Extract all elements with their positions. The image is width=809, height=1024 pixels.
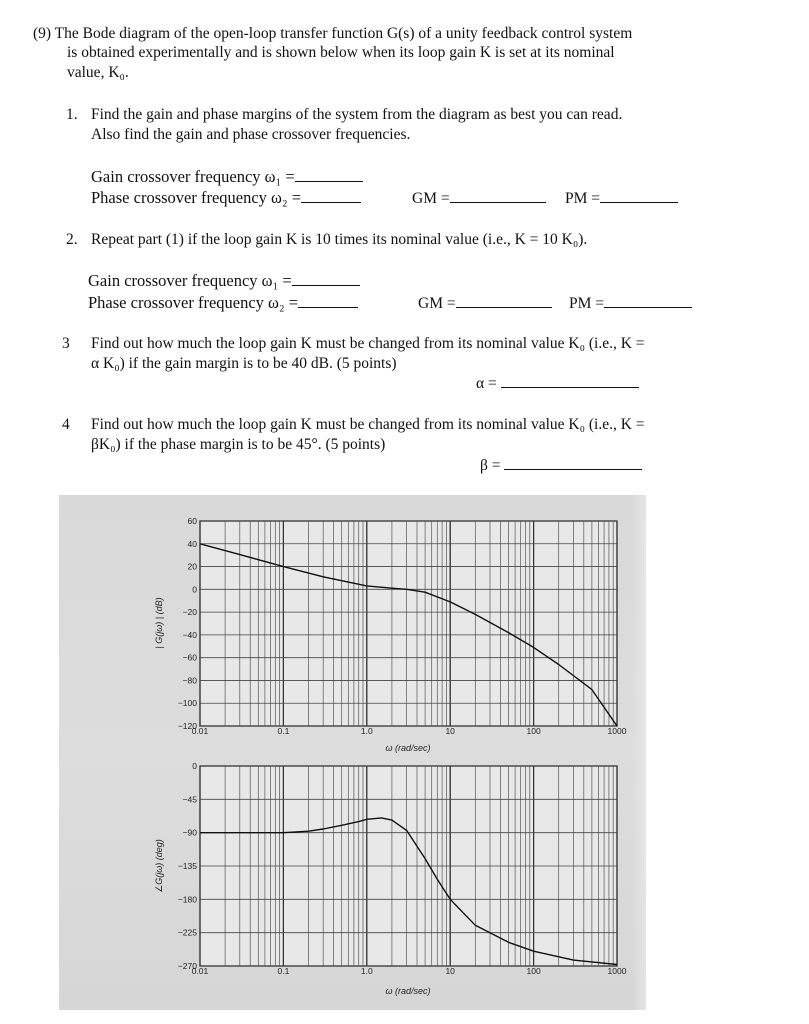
phase-ytick-label: −135	[177, 861, 197, 871]
phase-ytick-label: −90	[182, 827, 197, 838]
magnitude-ytick-label: 60	[187, 516, 197, 526]
magnitude-ytick-label: −120	[177, 721, 197, 731]
part3-number: 3	[62, 335, 70, 352]
phase-xtick-label: 1.0	[360, 966, 373, 976]
phase-x-axis-label: ω (rad/sec)	[385, 986, 431, 996]
part1-phase-crossover-label: Phase crossover frequency ω₂ =	[91, 188, 302, 207]
part1-line-2: Also find the gain and phase crossover frequencies.	[91, 126, 411, 143]
phase-xtick-label: 10	[445, 966, 455, 976]
phase-ytick-label: −180	[177, 894, 197, 905]
magnitude-ytick-label: 20	[187, 561, 197, 572]
magnitude-plot	[154, 516, 627, 753]
phase-xtick-label: 1000	[607, 966, 627, 976]
part1-line-1: Find the gain and phase margins of the system from the diagram as best you can read.	[91, 106, 623, 123]
phase-ytick-label: −45	[182, 794, 197, 805]
magnitude-ytick-label: −80	[182, 675, 197, 686]
magnitude-x-axis-label: ω (rad/sec)	[385, 743, 431, 753]
magnitude-ytick-label: −20	[182, 607, 197, 618]
part3-line-1: Find out how much the loop gain K must be changed from its nominal value K₀ (i.e., K =	[91, 335, 645, 352]
magnitude-ytick-label: 0	[192, 584, 197, 595]
part1-gain-crossover-label: Gain crossover frequency ω₁ =	[91, 167, 295, 186]
part4-line-2: βK₀) if the phase margin is to be 45°. (5 points)	[91, 436, 386, 453]
part1-number: 1.	[66, 106, 78, 123]
problem-line-1: (9) The Bode diagram of the open-loop transfer function G(s) of a unity feedback control system	[33, 25, 633, 42]
phase-xtick-label: 100	[526, 966, 541, 976]
magnitude-xtick-label: 0.01	[191, 726, 209, 736]
part4-number: 4	[62, 416, 70, 433]
phase-ytick-label: 0	[192, 761, 197, 771]
problem-line-3: value, K₀.	[67, 64, 129, 81]
magnitude-y-axis-label: | G(jω) | (dB)	[154, 597, 164, 649]
magnitude-xtick-label: 1.0	[360, 726, 373, 736]
phase-y-axis-label: ∠G(jω) (deg)	[154, 839, 164, 893]
magnitude-ytick-label: −60	[182, 652, 197, 663]
magnitude-xtick-label: 100	[526, 726, 541, 736]
part2-number: 2.	[66, 231, 78, 248]
part2-gain-crossover-label: Gain crossover frequency ω₁ =	[88, 271, 292, 290]
part2-pm-label: PM =	[569, 295, 605, 312]
magnitude-xtick-label: 1000	[607, 726, 627, 736]
phase-plot	[154, 761, 627, 996]
magnitude-xtick-label: 10	[445, 726, 455, 736]
phase-xtick-label: 0.01	[191, 966, 209, 976]
magnitude-ytick-label: −100	[177, 698, 197, 709]
part4-line-1: Find out how much the loop gain K must be changed from its nominal value K₀ (i.e., K =	[91, 416, 645, 433]
part3-answer-label: α =	[476, 375, 497, 392]
part2-gm-label: GM =	[418, 295, 456, 312]
magnitude-ytick-label: 40	[187, 538, 197, 549]
magnitude-xtick-label: 0.1	[277, 726, 290, 736]
part3-line-2: α K₀) if the gain margin is to be 40 dB. (5 points)	[91, 355, 397, 372]
part4-answer-label: β =	[480, 457, 501, 474]
part1-gm-label: GM =	[412, 190, 450, 207]
problem-line-2: is obtained experimentally and is shown below when its loop gain K is set at its nominal	[67, 44, 615, 61]
part2-phase-crossover-label: Phase crossover frequency ω₂ =	[88, 293, 299, 312]
magnitude-plot-area	[200, 521, 617, 726]
phase-xtick-label: 0.1	[277, 966, 290, 976]
magnitude-ytick-label: −40	[182, 629, 197, 640]
phase-ytick-label: −225	[177, 927, 197, 938]
part1-pm-label: PM =	[565, 190, 601, 207]
part2-line-1: Repeat part (1) if the loop gain K is 10 times its nominal value (i.e., K = 10 K₀).	[91, 231, 588, 248]
phase-ytick-label: −270	[177, 961, 197, 971]
